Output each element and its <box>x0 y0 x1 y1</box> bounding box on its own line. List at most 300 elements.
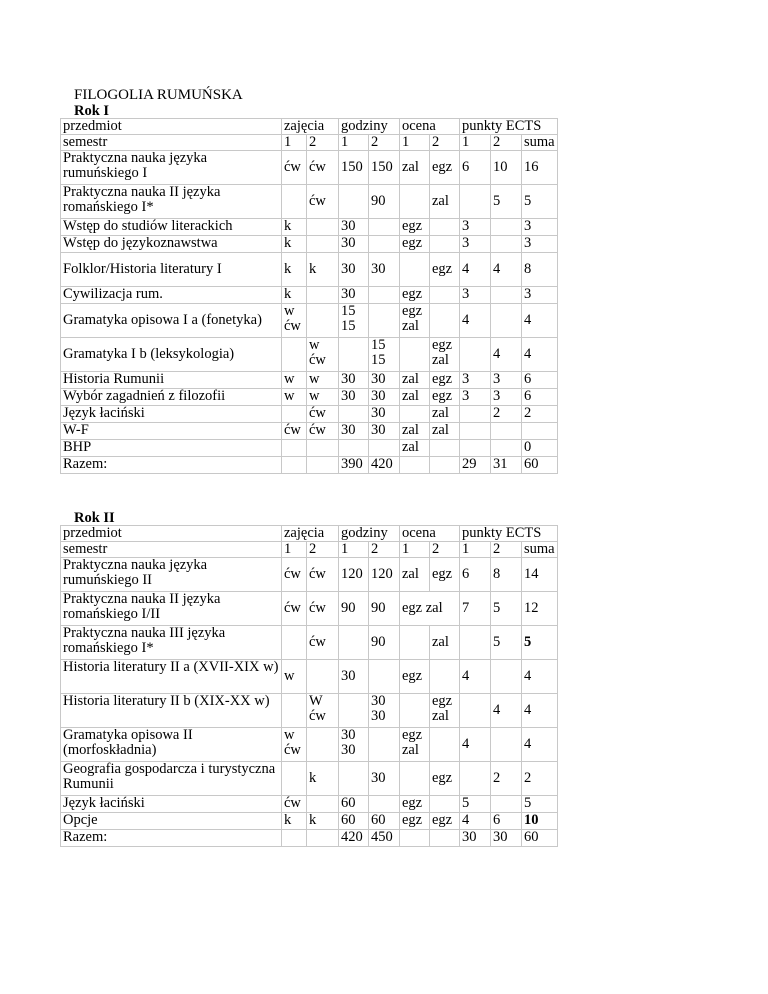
cell-z1 <box>282 253 307 287</box>
cell-text: ćw <box>284 422 301 438</box>
cell-o2 <box>430 457 460 474</box>
cell-z1 <box>282 236 307 253</box>
cell-text: egz <box>432 693 453 709</box>
cell-z2 <box>307 626 339 660</box>
cell-o1 <box>400 219 430 236</box>
cell-text: 30 <box>371 261 386 278</box>
table-row <box>61 592 558 626</box>
cell-text: 3 <box>524 218 532 234</box>
cell-text: 10 <box>524 812 539 828</box>
cell-text: 30 <box>371 693 386 709</box>
cell-sum <box>522 219 558 236</box>
cell-text: 30 <box>341 388 356 404</box>
cell-text: 150 <box>341 159 363 176</box>
cell-text: ćw <box>309 405 326 421</box>
cell-z2 <box>307 287 339 304</box>
cell-z1 <box>282 592 307 626</box>
cell-g1 <box>339 457 369 474</box>
header-zajecia: zajęcia <box>282 119 339 135</box>
cell-o2 <box>430 626 460 660</box>
cell-o2 <box>430 185 460 219</box>
cell-sum <box>522 660 558 694</box>
cell-sum <box>522 406 558 423</box>
cell-g2 <box>369 440 400 457</box>
subject-name: Opcje <box>61 813 282 830</box>
cell-text: 90 <box>371 193 386 210</box>
cell-p1 <box>460 151 491 185</box>
cell-g1 <box>339 830 369 847</box>
cell-text: w <box>309 337 320 353</box>
cell-o2 <box>430 728 460 762</box>
cell-o2 <box>430 813 460 830</box>
header-sem-s1: 1 <box>282 135 307 151</box>
header-sem-s2: 2 <box>369 542 400 558</box>
cell-text: egz <box>402 727 423 743</box>
cell-z2 <box>307 406 339 423</box>
table-row <box>61 796 558 813</box>
cell-sum <box>522 457 558 474</box>
cell-text: 4 <box>462 736 470 753</box>
cell-o1 <box>400 253 430 287</box>
cell-text: 3 <box>462 235 470 251</box>
cell-text: egz <box>402 286 423 302</box>
cell-g2 <box>369 406 400 423</box>
cell-g1 <box>339 372 369 389</box>
subject-name: Gramatyka opisowa II (morfoskładnia) <box>61 728 282 762</box>
cell-text: 5 <box>524 193 532 210</box>
cell-text: k <box>284 261 292 278</box>
cell-text: 5 <box>493 193 501 210</box>
cell-p2 <box>491 728 522 762</box>
subject-name: Wybór zagadnień z filozofii <box>61 389 282 406</box>
cell-o2 <box>430 219 460 236</box>
cell-text: 30 <box>371 405 386 421</box>
cell-o1 <box>400 660 430 694</box>
cell-text: zal <box>402 159 419 176</box>
subject-name: Wstęp do studiów literackich <box>61 219 282 236</box>
cell-text: 4 <box>524 346 532 363</box>
cell-g2 <box>369 219 400 236</box>
cell-g1 <box>339 151 369 185</box>
cell-text: zal <box>402 388 419 404</box>
cell-text: 90 <box>371 600 386 617</box>
cell-o2 <box>430 423 460 440</box>
cell-p2 <box>491 762 522 796</box>
cell-p1 <box>460 389 491 406</box>
cell-z2 <box>307 253 339 287</box>
cell-o2 <box>430 558 460 592</box>
cell-text: 14 <box>524 566 539 583</box>
cell-p2 <box>491 830 522 847</box>
cell-text: zal <box>402 317 419 334</box>
cell-g2 <box>369 423 400 440</box>
cell-o2 <box>430 338 460 372</box>
cell-o2 <box>430 406 460 423</box>
cell-z2 <box>307 372 339 389</box>
header-ects-2: 2 <box>491 542 522 558</box>
cell-text: 60 <box>341 812 356 828</box>
cell-text: 31 <box>493 456 508 472</box>
cell-text: 4 <box>493 346 501 363</box>
cell-sum <box>522 440 558 457</box>
cell-text: ćw <box>309 422 326 438</box>
header-sem-s1: 1 <box>339 542 369 558</box>
cell-z2 <box>307 304 339 338</box>
cell-p1 <box>460 253 491 287</box>
semester-row <box>61 135 558 151</box>
cell-z1 <box>282 304 307 338</box>
cell-text: egz <box>402 812 423 828</box>
year-2-heading: Rok II <box>74 510 115 526</box>
cell-g1 <box>339 253 369 287</box>
cell-z1 <box>282 762 307 796</box>
cell-text: 60 <box>524 456 539 472</box>
cell-z1 <box>282 185 307 219</box>
cell-text: zal <box>402 566 419 583</box>
cell-p2 <box>491 457 522 474</box>
cell-sum <box>522 304 558 338</box>
cell-text: w <box>284 727 295 743</box>
cell-text: egz <box>432 812 453 828</box>
cell-g1 <box>339 626 369 660</box>
cell-o1 <box>400 694 430 728</box>
cell-text: 3 <box>462 388 470 404</box>
cell-text: 7 <box>462 600 470 617</box>
cell-z2 <box>307 338 339 372</box>
cell-g2 <box>369 389 400 406</box>
cell-text: ćw <box>284 159 301 176</box>
table-row <box>61 304 558 338</box>
table-row <box>61 728 558 762</box>
cell-p2 <box>491 592 522 626</box>
cell-z1 <box>282 694 307 728</box>
cell-z2 <box>307 151 339 185</box>
cell-text: 3 <box>493 371 501 387</box>
table-row <box>61 457 558 474</box>
cell-text: 8 <box>524 261 532 278</box>
subject-name: Gramatyka I b (leksykologia) <box>61 338 282 372</box>
cell-z1 <box>282 406 307 423</box>
cell-o1 <box>400 151 430 185</box>
cell-text: w <box>284 303 295 319</box>
cell-g2 <box>369 660 400 694</box>
cell-text: zal <box>432 193 449 210</box>
header-ects-1: 1 <box>460 135 491 151</box>
cell-text: 3 <box>462 286 470 302</box>
cell-text: ćw <box>309 707 326 724</box>
cell-text: ćw <box>309 159 326 176</box>
cell-g1 <box>339 287 369 304</box>
cell-text: egz zal <box>402 600 443 617</box>
cell-g1 <box>339 389 369 406</box>
cell-g2 <box>369 338 400 372</box>
cell-text: 29 <box>462 456 477 472</box>
cell-p2 <box>491 813 522 830</box>
cell-text: 2 <box>493 770 501 787</box>
cell-p2 <box>491 694 522 728</box>
cell-o2 <box>430 151 460 185</box>
subject-name: Praktyczna nauka II języka romańskiego I/II <box>61 592 282 626</box>
header-ocena: ocena <box>400 526 460 542</box>
cell-o1 <box>400 762 430 796</box>
cell-z2 <box>307 236 339 253</box>
cell-text: 30 <box>493 829 508 845</box>
cell-text: egz <box>402 303 423 319</box>
cell-text: 30 <box>371 371 386 387</box>
cell-text: k <box>284 235 292 251</box>
cell-g1 <box>339 796 369 813</box>
table-row <box>61 219 558 236</box>
cell-g1 <box>339 592 369 626</box>
cell-p1 <box>460 660 491 694</box>
cell-text: 8 <box>493 566 501 583</box>
cell-g1 <box>339 304 369 338</box>
cell-sum <box>522 253 558 287</box>
cell-text: 10 <box>493 159 508 176</box>
table-row <box>61 660 558 694</box>
year-2-table <box>60 525 558 847</box>
cell-p1 <box>460 626 491 660</box>
cell-text: egz <box>432 770 453 787</box>
cell-text: 12 <box>524 600 539 617</box>
cell-text: 4 <box>524 668 532 685</box>
cell-text: W <box>309 693 323 709</box>
cell-text: ćw <box>284 600 301 617</box>
cell-p1 <box>460 372 491 389</box>
cell-p1 <box>460 304 491 338</box>
subject-name: Język łaciński <box>61 796 282 813</box>
cell-text: 60 <box>341 795 356 811</box>
header-sem-s2: 2 <box>369 135 400 151</box>
cell-text: 2 <box>524 405 532 421</box>
header-przedmiot: przedmiot <box>61 526 282 542</box>
year-1-table <box>60 118 558 474</box>
cell-g2 <box>369 694 400 728</box>
cell-sum <box>522 236 558 253</box>
cell-text: zal <box>432 707 449 724</box>
cell-g2 <box>369 592 400 626</box>
cell-sum <box>522 372 558 389</box>
document-title: FILOGOLIA RUMUŃSKA <box>74 87 243 103</box>
cell-text: 0 <box>524 439 532 455</box>
cell-sum <box>522 762 558 796</box>
cell-z2 <box>307 660 339 694</box>
cell-z1 <box>282 660 307 694</box>
cell-p2 <box>491 338 522 372</box>
header-sem-s2: 2 <box>307 135 339 151</box>
cell-text: egz <box>402 795 423 811</box>
cell-text: w <box>284 388 295 404</box>
cell-o1 <box>400 406 430 423</box>
subject-name: Razem: <box>61 457 282 474</box>
header-semestr: semestr <box>61 542 282 558</box>
cell-text: w <box>309 371 320 387</box>
cell-o2 <box>430 830 460 847</box>
cell-sum <box>522 151 558 185</box>
cell-z1 <box>282 558 307 592</box>
cell-sum <box>522 796 558 813</box>
subject-name: W-F <box>61 423 282 440</box>
cell-p1 <box>460 762 491 796</box>
cell-text: 30 <box>341 371 356 387</box>
cell-z2 <box>307 558 339 592</box>
subject-name: Folklor/Historia literatury I <box>61 253 282 287</box>
cell-text: 30 <box>341 668 356 685</box>
cell-o1 <box>400 728 430 762</box>
cell-o1 <box>400 287 430 304</box>
cell-text: 5 <box>493 600 501 617</box>
cell-text: egz <box>432 371 453 387</box>
cell-text: 150 <box>371 159 393 176</box>
cell-text: 30 <box>341 727 356 743</box>
cell-text: 30 <box>371 388 386 404</box>
cell-p1 <box>460 813 491 830</box>
cell-o1 <box>400 304 430 338</box>
cell-p1 <box>460 558 491 592</box>
cell-text: 15 <box>371 337 386 353</box>
cell-p2 <box>491 304 522 338</box>
cell-p1 <box>460 796 491 813</box>
cell-g1 <box>339 219 369 236</box>
cell-g1 <box>339 236 369 253</box>
cell-g1 <box>339 660 369 694</box>
cell-o1 <box>400 185 430 219</box>
cell-p2 <box>491 796 522 813</box>
cell-g1 <box>339 762 369 796</box>
cell-text: 4 <box>524 702 532 719</box>
cell-text: 15 <box>341 317 356 334</box>
header-sem-s1: 1 <box>400 135 430 151</box>
cell-z1 <box>282 151 307 185</box>
cell-text: 30 <box>462 829 477 845</box>
cell-z1 <box>282 830 307 847</box>
cell-g2 <box>369 372 400 389</box>
cell-text: 420 <box>371 456 393 472</box>
cell-text: 4 <box>462 261 470 278</box>
cell-o1 <box>400 372 430 389</box>
cell-z2 <box>307 440 339 457</box>
cell-o2 <box>430 660 460 694</box>
subject-name: Gramatyka opisowa I a (fonetyka) <box>61 304 282 338</box>
cell-text: 5 <box>493 634 501 651</box>
table-row <box>61 287 558 304</box>
cell-g1 <box>339 423 369 440</box>
cell-text: 30 <box>341 261 356 278</box>
cell-text: 2 <box>493 405 501 421</box>
cell-text: 30 <box>341 218 356 234</box>
cell-text: 30 <box>341 286 356 302</box>
cell-p2 <box>491 253 522 287</box>
cell-text: k <box>284 286 292 302</box>
cell-o2 <box>430 389 460 406</box>
cell-g2 <box>369 626 400 660</box>
cell-text: 30 <box>371 707 386 724</box>
cell-text: zal <box>402 439 419 455</box>
cell-text: zal <box>432 405 449 421</box>
cell-g2 <box>369 185 400 219</box>
cell-o2 <box>430 796 460 813</box>
cell-z1 <box>282 423 307 440</box>
cell-g2 <box>369 151 400 185</box>
cell-text: 6 <box>462 159 470 176</box>
cell-o2 <box>430 236 460 253</box>
header-zajecia: zajęcia <box>282 526 339 542</box>
header-przedmiot: przedmiot <box>61 119 282 135</box>
cell-text: 30 <box>341 422 356 438</box>
subject-name: Geografia gospodarcza i turystyczna Rumunii <box>61 762 282 796</box>
cell-p2 <box>491 219 522 236</box>
cell-text: w <box>284 668 295 685</box>
table-row <box>61 813 558 830</box>
cell-sum <box>522 558 558 592</box>
cell-p1 <box>460 219 491 236</box>
cell-p2 <box>491 558 522 592</box>
cell-p2 <box>491 372 522 389</box>
cell-z2 <box>307 185 339 219</box>
subject-name: Język łaciński <box>61 406 282 423</box>
cell-o1 <box>400 457 430 474</box>
subject-name: Wstęp do językoznawstwa <box>61 236 282 253</box>
header-ects-1: 1 <box>460 542 491 558</box>
header-ects: punkty ECTS <box>460 119 558 135</box>
subject-name: Praktyczna nauka języka rumuńskiego II <box>61 558 282 592</box>
cell-g1 <box>339 185 369 219</box>
table-row <box>61 372 558 389</box>
cell-g2 <box>369 253 400 287</box>
cell-text: ćw <box>309 634 326 651</box>
table-row <box>61 406 558 423</box>
cell-text: 30 <box>371 422 386 438</box>
subject-name: Praktyczna nauka II języka romańskiego I* <box>61 185 282 219</box>
subject-name: Historia literatury II b (XIX-XX w) <box>61 694 282 728</box>
cell-p1 <box>460 592 491 626</box>
header-godziny: godziny <box>339 119 400 135</box>
header-sem-s1: 1 <box>400 542 430 558</box>
cell-text: ćw <box>284 317 301 334</box>
cell-sum <box>522 423 558 440</box>
cell-text: k <box>284 812 292 828</box>
cell-p1 <box>460 440 491 457</box>
cell-text: k <box>309 770 317 787</box>
cell-z2 <box>307 830 339 847</box>
cell-p1 <box>460 287 491 304</box>
subject-name: Praktyczna nauka III języka romańskiego I* <box>61 626 282 660</box>
cell-text: 450 <box>371 829 393 845</box>
cell-text: 3 <box>462 218 470 234</box>
cell-o2 <box>430 287 460 304</box>
cell-o2 <box>430 304 460 338</box>
cell-p1 <box>460 694 491 728</box>
cell-sum <box>522 389 558 406</box>
cell-o1 <box>400 389 430 406</box>
subject-name: Historia literatury II a (XVII-XIX w) <box>61 660 282 694</box>
header-row <box>61 526 558 542</box>
cell-g1 <box>339 338 369 372</box>
cell-o1 <box>400 558 430 592</box>
cell-z2 <box>307 219 339 236</box>
cell-p2 <box>491 236 522 253</box>
cell-text: egz <box>432 388 453 404</box>
cell-text: ćw <box>284 566 301 583</box>
cell-g1 <box>339 813 369 830</box>
cell-z1 <box>282 813 307 830</box>
cell-p2 <box>491 423 522 440</box>
cell-p2 <box>491 151 522 185</box>
cell-text: 60 <box>371 812 386 828</box>
cell-sum <box>522 287 558 304</box>
cell-z2 <box>307 796 339 813</box>
table-row <box>61 694 558 728</box>
